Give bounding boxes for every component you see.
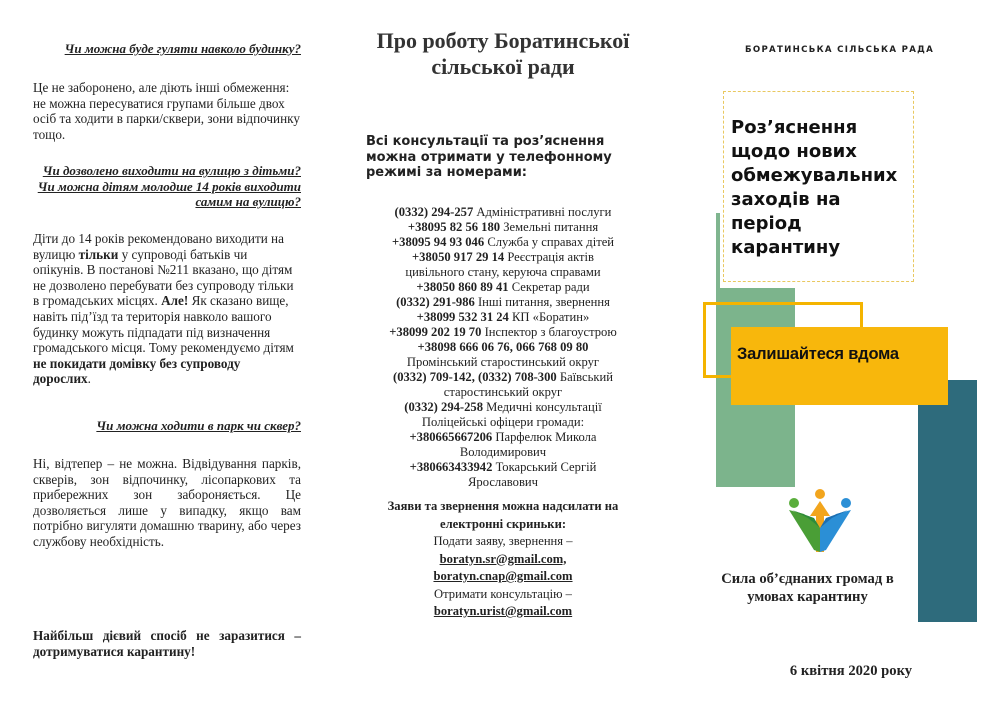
logo-head-blue bbox=[841, 498, 851, 508]
submit-label: Подати заяву, звернення – bbox=[433, 534, 573, 548]
contact-label: Інші питання, звернення bbox=[477, 295, 610, 309]
answer-text: у супроводі батьків чи опікунів. В постанові №211 вказано, що дітям не дозволено перебувати без супроводу тільки в громадських місцях. bbox=[33, 246, 294, 309]
question-walk-around-house: Чи можна буде гуляти навколо будинку? bbox=[64, 41, 301, 56]
emails-section bbox=[358, 498, 648, 621]
contact-label: Служба у справах дітей bbox=[487, 235, 615, 249]
answer-emphasis: Але! bbox=[161, 293, 189, 309]
contact-phone[interactable]: +38050 917 29 14 bbox=[412, 250, 505, 264]
contact-phone[interactable]: (0332) 709-142, (0332) 708-300 bbox=[393, 370, 557, 384]
contact-label: Промінський старостинський округ bbox=[406, 355, 600, 369]
final-advice: Найбільш дієвий спосіб не заразитися – дотримуватися карантину! bbox=[33, 628, 301, 659]
consult-label: Отримати консультацію – bbox=[434, 586, 572, 601]
panel-title: Про роботу Боратинської сільської ради bbox=[376, 28, 630, 79]
contact-label: КП «Боратин» bbox=[512, 310, 590, 324]
contact-label: Земельні питання bbox=[503, 220, 599, 234]
slogan: Сила об’єднаних громад в умовах карантину bbox=[721, 571, 894, 605]
publication-date: 6 квітня 2020 року bbox=[789, 663, 913, 679]
contact-item bbox=[358, 280, 648, 295]
answer-emphasis: тільки bbox=[78, 246, 119, 262]
answer-emphasis: не покидати домівку без супроводу дорослих bbox=[33, 355, 241, 387]
question-park-visit: Чи можна ходити в парк чи сквер? bbox=[96, 418, 301, 433]
contact-label: Медичні консультації bbox=[486, 400, 602, 414]
answer-park-visit: Ні, відтепер – не можна. Відвідування парків, скверів, зон відпочинку, лісопаркових та прибережних зон забороняється. Це дозволяється лише у випадку, якщо вам потрібно вигуляти домашню тварину, або через службову необхідність. bbox=[33, 456, 301, 549]
contact-phone[interactable]: +38050 860 89 41 bbox=[416, 280, 509, 294]
stay-home-banner bbox=[731, 327, 948, 405]
contact-item bbox=[358, 205, 648, 220]
email-link-cnap[interactable]: boratyn.cnap@gmail.com bbox=[433, 569, 573, 583]
contact-phone[interactable]: (0332) 294-258 bbox=[404, 400, 483, 414]
answer-walk-around-house: Це не заборонено, але діють інші обмеження: не можна пересуватися групами більше двох осіб та ходити в парки/сквери, зони відпочинку тощо. bbox=[33, 80, 300, 142]
logo-figure-blue bbox=[820, 510, 851, 552]
logo-head-green bbox=[789, 498, 799, 508]
contact-phone[interactable]: +38098 666 06 76, 066 768 09 80 bbox=[417, 340, 589, 354]
contact-label: Інспектор з благоустрою bbox=[484, 325, 617, 339]
contact-item bbox=[358, 250, 648, 280]
contact-item bbox=[358, 370, 648, 400]
police-heading: Поліцейські офіцери громади: bbox=[421, 415, 585, 429]
contact-item bbox=[358, 220, 648, 235]
contact-item bbox=[358, 310, 648, 325]
answer-text: Діти до 14 років рекомендовано виходити на вулицю bbox=[33, 231, 284, 262]
answer-text: Як сказано вище, навіть під’їзд та територія навколо вашого будинку можуть підпадати під визначення громадського місця. Тому рекомендуємо дітям bbox=[33, 293, 294, 356]
contact-label: Баївський старостинський округ bbox=[443, 370, 613, 399]
email-link-sr[interactable]: boratyn.sr@gmail.com, bbox=[439, 551, 567, 566]
contact-phone[interactable]: +38099 202 19 70 bbox=[389, 325, 482, 339]
united-communities-logo-icon bbox=[784, 488, 856, 560]
contact-item bbox=[358, 340, 648, 370]
police-name: Токарський Сергій Ярославович bbox=[468, 460, 597, 489]
logo-head-orange bbox=[815, 489, 825, 499]
email-link-urist[interactable]: boratyn.urist@gmail.com bbox=[433, 604, 573, 618]
answer-children-outside bbox=[33, 231, 301, 387]
decor-teal-block bbox=[918, 380, 977, 622]
emails-heading: Заяви та звернення можна надсилати на електронні скриньки: bbox=[387, 499, 619, 531]
contact-label: Адміністративні послуги bbox=[476, 205, 612, 219]
contact-label: Секретар ради bbox=[511, 280, 590, 294]
contact-phone[interactable]: +38095 94 93 046 bbox=[391, 235, 485, 249]
police-item bbox=[358, 430, 648, 460]
answer-text: . bbox=[87, 371, 91, 387]
contact-phone[interactable]: +38099 532 31 24 bbox=[416, 310, 509, 324]
logo-figure-green bbox=[789, 510, 820, 552]
contact-item bbox=[358, 235, 648, 250]
contact-phone[interactable]: +38095 82 56 180 bbox=[407, 220, 501, 234]
decor-green-bar bbox=[716, 213, 720, 303]
contact-phone[interactable]: (0332) 294-257 bbox=[394, 205, 474, 219]
contact-item bbox=[358, 400, 648, 415]
police-phone[interactable]: +380663433942 bbox=[409, 460, 493, 474]
organization-name: БОРАТИНСЬКА СІЛЬСЬКА РАДА bbox=[745, 45, 935, 55]
contacts-intro: Всі консультації та роз’яснення можна отримати у телефонному режимі за номерами: bbox=[366, 134, 612, 180]
contacts-list bbox=[358, 205, 648, 490]
contact-phone[interactable]: (0332) 291-986 bbox=[396, 295, 475, 309]
contact-label: Реєстрація актів цивільного стану, керуюча справами bbox=[405, 250, 601, 279]
police-item bbox=[358, 460, 648, 490]
headline: Роз’яснення щодо нових обмежувальних заходів на період карантину bbox=[731, 117, 898, 258]
police-name: Парфелюк Микола Володимирович bbox=[459, 430, 597, 459]
police-phone[interactable]: +380665667206 bbox=[409, 430, 493, 444]
stay-home-text: Залишайтеся вдома bbox=[737, 345, 899, 363]
contact-item bbox=[358, 295, 648, 310]
contact-item bbox=[358, 325, 648, 340]
question-children-outside: Чи дозволено виходити на вулицю з дітьми? Чи можна дітям молодше 14 років виходити самим на вулицю? bbox=[37, 163, 301, 209]
